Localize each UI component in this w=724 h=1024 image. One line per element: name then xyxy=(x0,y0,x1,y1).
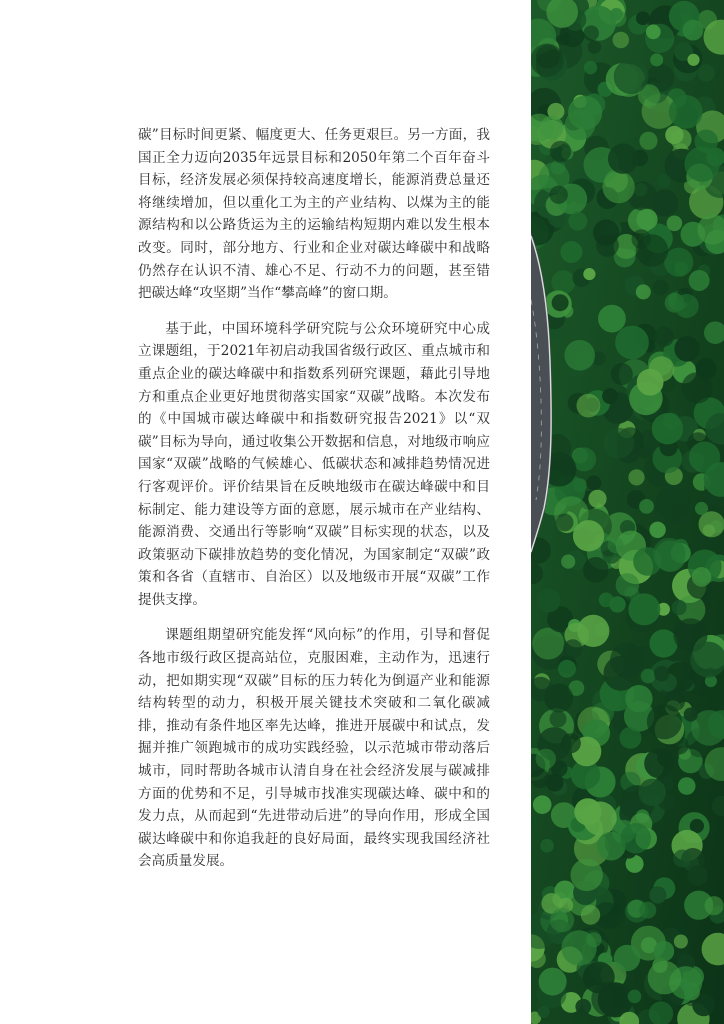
tree-crown xyxy=(646,24,661,39)
tree-crown xyxy=(571,859,603,891)
tree-crown xyxy=(561,733,581,753)
tree-crown xyxy=(628,593,660,625)
tree-crown xyxy=(678,777,696,795)
tree-crown xyxy=(656,486,691,521)
tree-crown xyxy=(636,11,650,25)
tree-crown xyxy=(684,146,719,181)
tree-crown xyxy=(654,327,674,347)
tree-crown xyxy=(539,968,567,996)
tree-crown xyxy=(703,524,715,536)
tree-crown xyxy=(536,749,556,769)
tree-crown xyxy=(673,850,691,868)
tree-crown xyxy=(689,270,710,291)
tree-crown xyxy=(556,514,574,532)
tree-crown xyxy=(593,219,619,245)
tree-crown xyxy=(575,999,591,1015)
tree-crown xyxy=(669,95,703,129)
tree-crown xyxy=(648,961,682,995)
tree-crown xyxy=(568,96,602,130)
tree-crown xyxy=(588,40,602,54)
tree-crown xyxy=(550,141,571,162)
tree-crown xyxy=(672,600,687,615)
tree-crown xyxy=(615,326,649,360)
tree-crown xyxy=(588,490,606,508)
tree-crown xyxy=(649,886,666,903)
tree-crown xyxy=(610,643,645,678)
tree-crown xyxy=(687,54,699,66)
tree-crown xyxy=(546,774,564,792)
tree-crown xyxy=(537,589,561,613)
paragraph-1: 碳”目标时间更紧、幅度更大、任务更艰巨。另一方面，我国正全力迈向2035年远景目标和2050年第二个百年奋斗目标，经济发展必须保持较高速度增长，能源消费总量还将继续增加，但以重化工为主的产业结构、以煤为主的能源结构和以公路货运为主的运输结构短期内难以发生根本改变。同时，部分地方、行业和企业对碳达峰碳中和战略仍然存在认识不清、雄心不足、行动不力的问题，甚至错把碳达峰“攻坚期”当作“攀高峰”的窗口期。 xyxy=(138,127,490,302)
tree-crown xyxy=(564,340,595,371)
tree-crown xyxy=(639,132,657,150)
tree-crown xyxy=(591,982,626,1017)
paragraph-3: 课题组期望研究能发挥“风向标”的作用，引导和督促各地市级行政区提高站位，克服困难，主动作为，迅速行动，把如期实现“双碳”目标的压力转化为倒逼产业和能源结构转型的动力，积极开展关键技术突破和二氧化碳减排，推动有条件地区率先达峰，推进开展碳中和试点，发掘并推广领跑城市的成功实践经验，以示范城市带动落后城市，同时帮助各城市认清自身在社会经济发展与碳减排方面的优势和不足，引导城市找准实现碳达峰、碳中和的发力点，从而起到“先进带动后进”的导向作用，形成全国碳达峰碳中和你追我赶的良好局面，最终实现我国经济社会高质量发展。 xyxy=(138,627,490,870)
tree-crown xyxy=(609,596,625,612)
tree-crown xyxy=(654,941,675,962)
forest-image xyxy=(531,0,724,1024)
tree-crown xyxy=(641,669,656,684)
tree-crown xyxy=(649,522,665,538)
tree-crown xyxy=(667,216,683,232)
tree-crown xyxy=(664,248,693,277)
tree-crown xyxy=(650,53,663,66)
tree-crown xyxy=(550,711,567,728)
tree-crown xyxy=(620,727,642,749)
tree-crown xyxy=(558,660,576,678)
tree-crown xyxy=(639,779,666,806)
tree-crown xyxy=(616,573,640,597)
tree-crown xyxy=(639,902,656,919)
tree-crown xyxy=(573,520,604,551)
tree-crown xyxy=(674,336,699,361)
tree-crown xyxy=(608,537,624,553)
tree-crown xyxy=(636,234,669,267)
tree-crown xyxy=(584,61,597,74)
tree-crown xyxy=(613,32,630,49)
tree-crown xyxy=(563,639,582,658)
tree-crown xyxy=(583,268,595,280)
tree-crown xyxy=(644,749,674,779)
tree-crown xyxy=(653,280,669,296)
tree-crown xyxy=(684,708,698,722)
tree-crown xyxy=(577,394,601,418)
tree-crown xyxy=(634,183,647,196)
tree-crown xyxy=(625,685,652,712)
forest-road-aerial-photo xyxy=(531,0,724,1024)
tree-crown xyxy=(637,369,664,396)
tree-crown xyxy=(581,905,600,924)
tree-crown xyxy=(681,372,712,403)
tree-crown xyxy=(583,25,599,41)
tree-crown xyxy=(652,413,683,444)
paragraph-2: 基于此，中国环境科学研究院与公众环境研究中心成立课题组，于2021年初启动我国省级行政区、重点城市和重点企业的碳达峰碳中和指数系列研究课题，藉此引导地方和重点企业更好地贯彻落实国家“双碳”战略。本次发布的《中国城市碳达峰碳中和指数研究报告2021》以“双碳”目标为导向，通过收集公开数据和信息，对地级市响应国家“双碳”战略的气候雄心、低碳状态和减排趋势情况进行客观评价。评价结果旨在反映地级市在碳达峰碳中和目标制定、能力建设等方面的意愿，展示城市在产业结构、能源消费、交通出行等影响“双碳”目标实现的状态，以及政策驱动下碳排放趋势的变化情况，为国家制定“双碳”政策和各省（直辖市、自治区）以及地级市开展“双碳”工作提供支撑。 xyxy=(138,320,490,608)
tree-crown xyxy=(602,388,618,404)
tree-crown xyxy=(603,428,634,459)
tree-crown xyxy=(639,499,654,514)
tree-crown xyxy=(551,270,575,294)
tree-crown xyxy=(568,212,587,231)
tree-crown xyxy=(628,469,644,485)
tree-crown xyxy=(692,567,712,587)
tree-crown xyxy=(628,990,642,1004)
tree-crown xyxy=(654,666,670,682)
tree-crown xyxy=(602,171,634,203)
tree-crown xyxy=(698,64,715,81)
tree-crown xyxy=(621,823,651,853)
tree-crown xyxy=(561,555,575,569)
tree-crown xyxy=(653,538,686,571)
tree-crown xyxy=(550,908,574,932)
tree-crown xyxy=(695,502,708,515)
tree-crown xyxy=(683,20,704,41)
tree-crown xyxy=(540,839,554,853)
tree-crown xyxy=(583,801,617,835)
tree-crown xyxy=(536,45,560,69)
body-text xyxy=(138,124,490,873)
tree-crown xyxy=(651,190,678,217)
tree-crown xyxy=(636,209,657,230)
tree-crown xyxy=(533,795,552,814)
tree-crown xyxy=(552,294,569,311)
tree-crown xyxy=(689,442,720,473)
tree-crown xyxy=(583,557,609,583)
tree-crown xyxy=(560,241,582,263)
tree-crown xyxy=(586,476,601,491)
tree-crown xyxy=(550,186,568,204)
tree-crown xyxy=(614,59,649,94)
tree-crown xyxy=(705,896,724,915)
tree-crown xyxy=(577,615,609,647)
tree-crown xyxy=(598,305,626,333)
tree-crown xyxy=(532,628,564,660)
tree-crown xyxy=(636,284,651,299)
tree-crown xyxy=(675,294,699,318)
tree-crown xyxy=(614,945,640,971)
tree-crown xyxy=(650,629,678,657)
tree-crown xyxy=(647,704,682,739)
tree-crown xyxy=(674,935,688,949)
tree-crown xyxy=(561,930,596,965)
tree-crown xyxy=(608,144,638,174)
